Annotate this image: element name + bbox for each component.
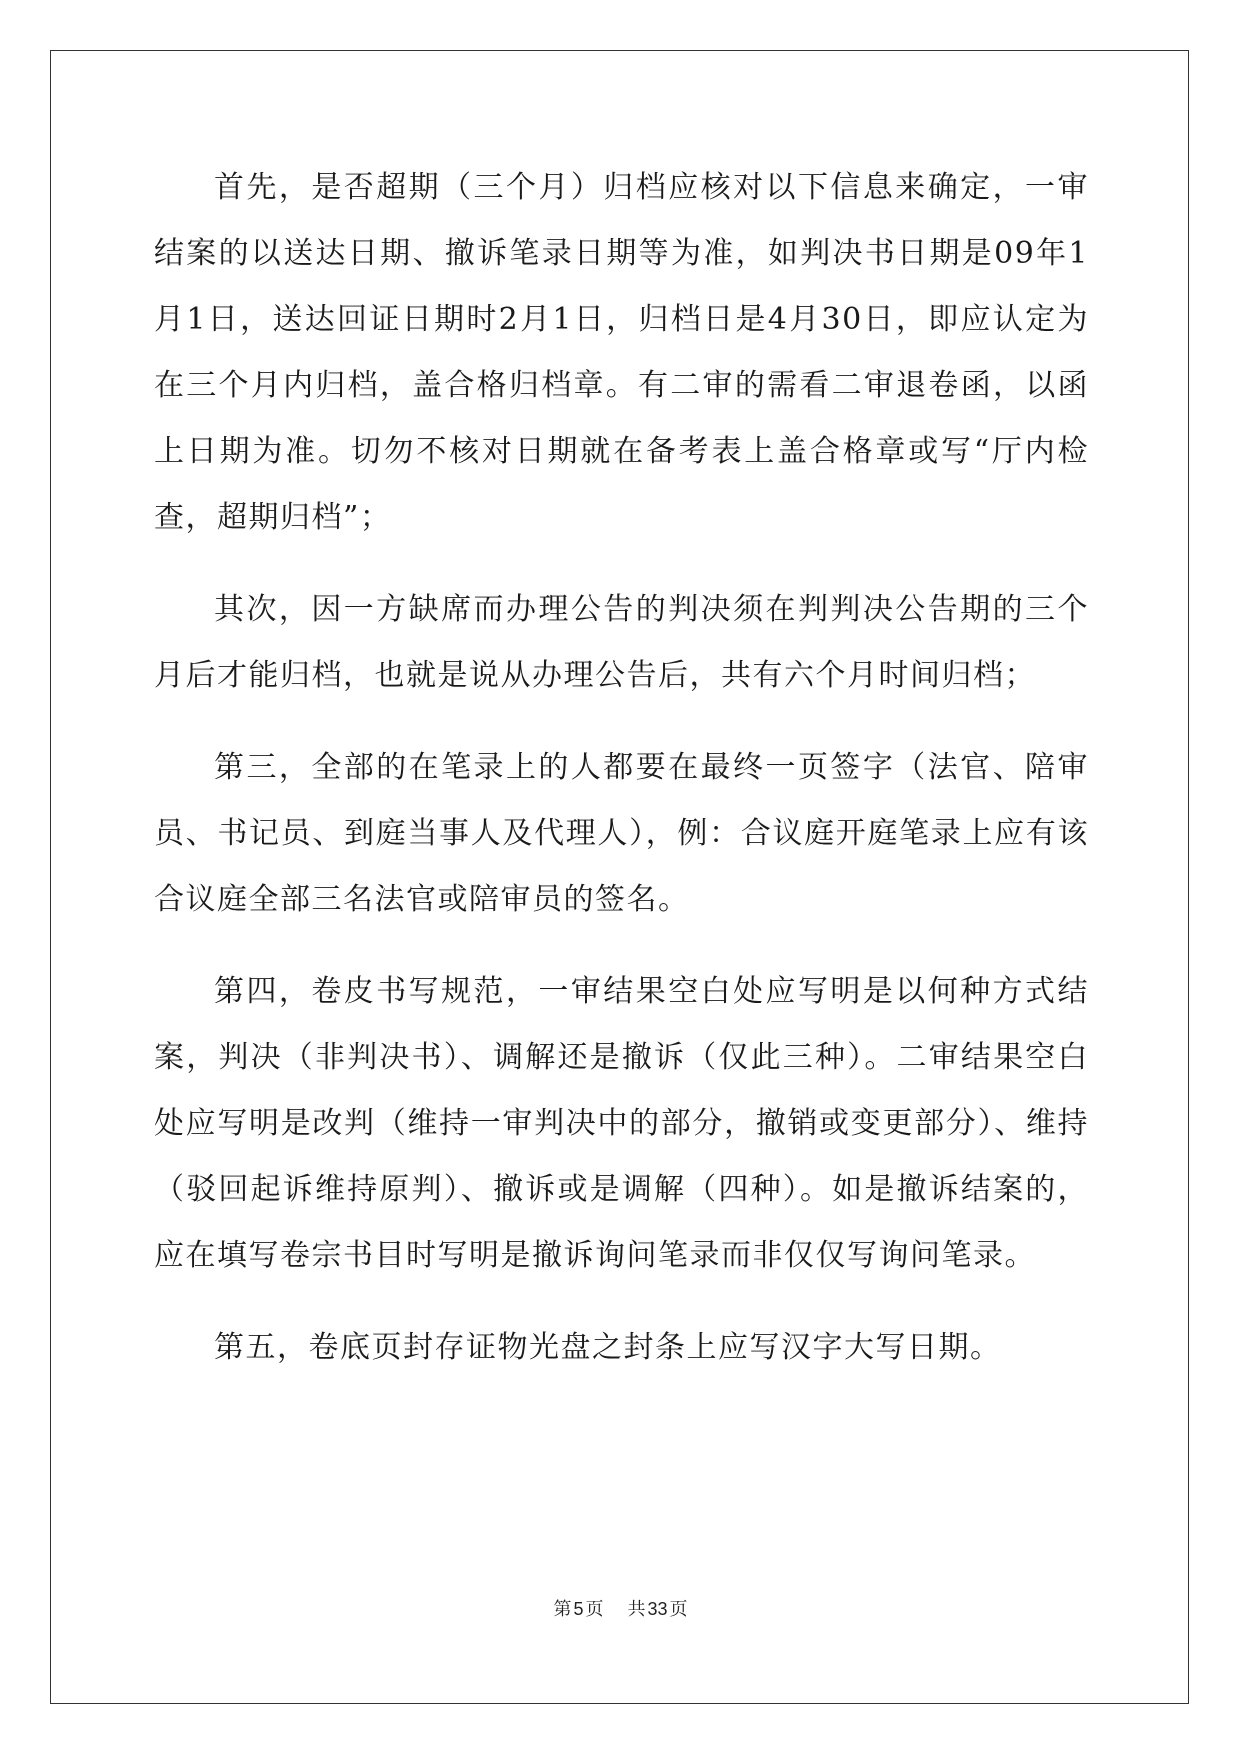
page-footer <box>0 1595 1241 1621</box>
page-suffix: 页 <box>585 1599 604 1619</box>
paragraph-1: 首先，是否超期（三个月）归档应核对以下信息来确定，一审结案的以送达日期、撤诉笔录日期等为准，如判决书日期是09年1月1日，送达回证日期时2月1日，归档日是4月30日，即应认定为在三个月内归档，盖合格归档章。有二审的需看二审退卷函，以函上日期为准。切勿不核对日期就在备考表上盖合格章或写“厅内检查，超期归档”； <box>154 170 1089 535</box>
paragraph-2: 其次，因一方缺席而办理公告的判决须在判判决公告期的三个月后才能归档，也就是说从办理公告后，共有六个月时间归档； <box>154 592 1089 693</box>
page-number: 5 <box>573 1599 584 1619</box>
total-pages: 33 <box>647 1599 668 1619</box>
document-body <box>154 155 1089 1407</box>
paragraph-5: 第五，卷底页封存证物光盘之封条上应写汉字大写日期。 <box>214 1330 1002 1365</box>
page-prefix: 第 <box>553 1599 572 1619</box>
total-prefix: 共 <box>627 1599 646 1619</box>
paragraph-3: 第三，全部的在笔录上的人都要在最终一页签字（法官、陪审员、书记员、到庭当事人及代理人），例：合议庭开庭笔录上应有该合议庭全部三名法官或陪审员的签名。 <box>154 750 1089 917</box>
paragraph-4: 第四，卷皮书写规范，一审结果空白处应写明是以何种方式结案，判决（非判决书）、调解还是撤诉（仅此三种）。二审结果空白处应写明是改判（维持一审判决中的部分，撤销或变更部分）、维持（驳回起诉维持原判）、撤诉或是调解（四种）。如是撤诉结案的，应在填写卷宗书目时写明是撤诉询问笔录而非仅仅写询问笔录。 <box>154 974 1089 1273</box>
total-suffix: 页 <box>669 1599 688 1619</box>
